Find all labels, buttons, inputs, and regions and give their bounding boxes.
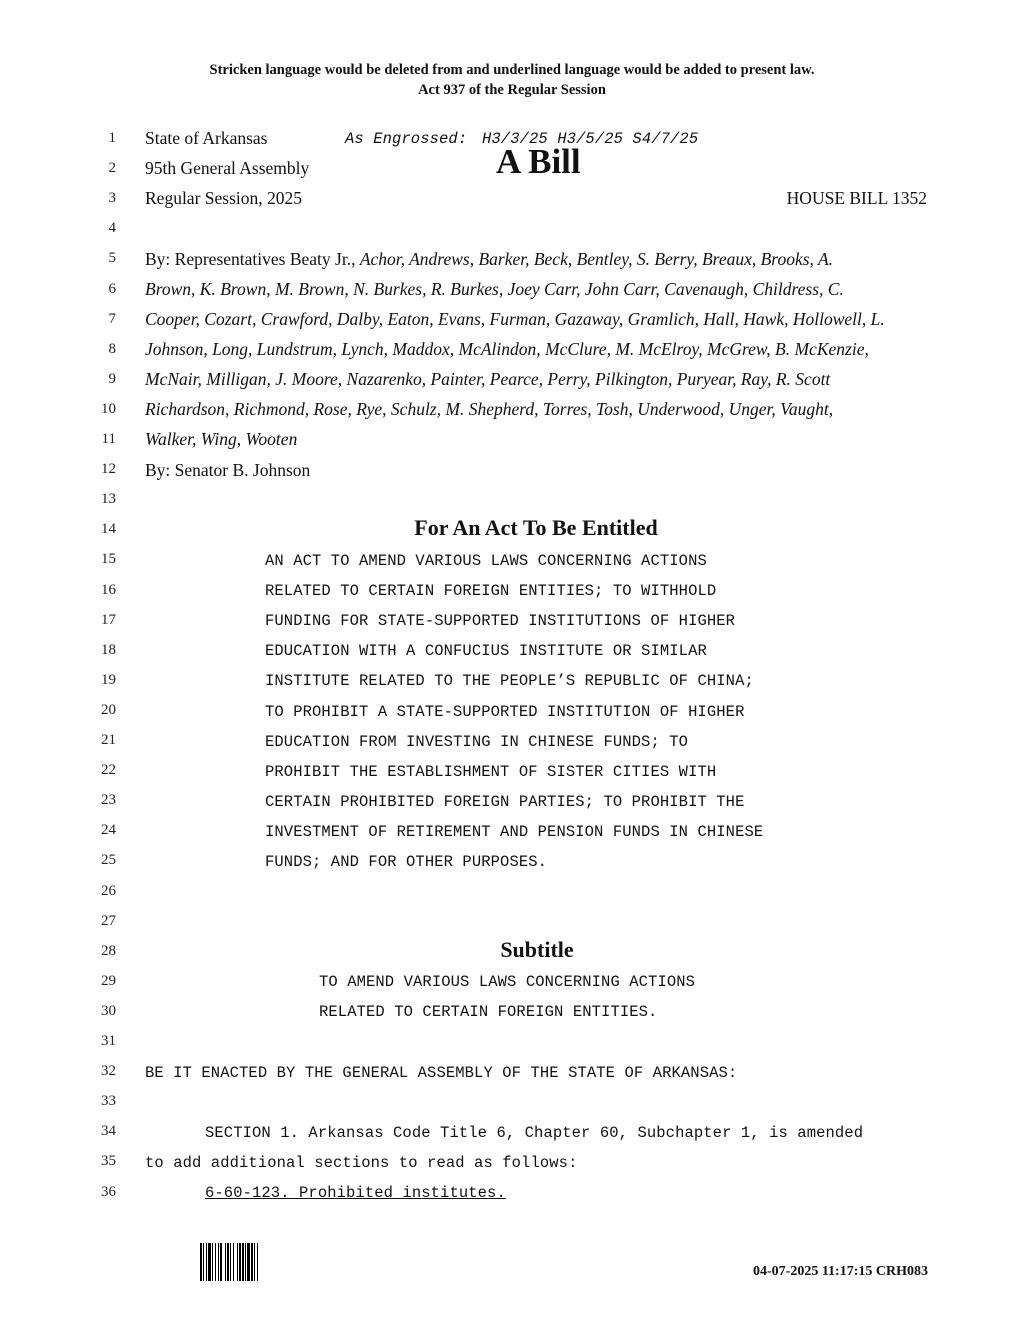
senator-sponsor: By: Senator B. Johnson — [145, 460, 311, 480]
line-number: 31 — [101, 1033, 116, 1049]
line-number: 15 — [101, 551, 116, 568]
subtitle-heading: Subtitle — [500, 937, 574, 962]
line-number: 6 — [108, 280, 116, 297]
line-number: 20 — [101, 701, 116, 718]
sponsors-line-10: Richardson, Richmond, Rose, Rye, Schulz, M. Shepherd, Torres, Tosh, Underwood, Unger, Vaught, — [145, 399, 834, 419]
sponsors-line-6: Brown, K. Brown, M. Brown, N. Burkes, R. Burkes, Joey Carr, John Carr, Cavenaugh, Childress, C. — [145, 279, 844, 299]
sponsors-line-9: McNair, Milligan, J. Moore, Nazarenko, Painter, Pearce, Perry, Pilkington, Puryear, Ray, R. Scott — [145, 369, 831, 389]
act-number: Act 937 of the Regular Session — [418, 82, 606, 98]
cosponsors-list: Achor, Andrews, Barker, Beck, Bentley, S. Berry, Breaux, Brooks, A. — [359, 249, 834, 269]
regular-session: Regular Session, 2025 — [145, 188, 303, 208]
line-number: 5 — [108, 250, 116, 267]
line-number: 28 — [101, 942, 116, 959]
sponsors-line-5 — [145, 249, 833, 270]
act-title-line: CERTAIN PROHIBITED FOREIGN PARTIES; TO PROHIBIT THE — [265, 792, 745, 811]
line-number: 23 — [101, 792, 116, 809]
line-number: 18 — [101, 641, 116, 658]
line-number: 36 — [101, 1183, 116, 1200]
act-title-line: FUNDING FOR STATE-SUPPORTED INSTITUTIONS OF HIGHER — [265, 612, 736, 631]
act-heading: For An Act To Be Entitled — [414, 515, 658, 540]
stricken-language-notice: Stricken language would be deleted from and underlined language would be added to present law. — [209, 62, 815, 78]
line-number: 14 — [101, 521, 116, 538]
sponsors-line-8: Johnson, Long, Lundstrum, Lynch, Maddox, McAlindon, McClure, M. McElroy, McGrew, B. McKenzie, — [145, 339, 869, 359]
line-number: 26 — [101, 882, 116, 899]
state-name: State of Arkansas — [145, 128, 268, 148]
line-number: 12 — [101, 461, 116, 478]
line-number: 13 — [101, 491, 116, 508]
act-title-line: EDUCATION WITH A CONFUCIUS INSTITUTE OR SIMILAR — [265, 642, 707, 661]
general-assembly: 95th General Assembly — [145, 158, 310, 178]
line-number: 30 — [101, 1002, 116, 1019]
line-number: 3 — [108, 190, 116, 207]
line-number: 11 — [101, 431, 116, 447]
subtitle-line: TO AMEND VARIOUS LAWS CONCERNING ACTIONS — [319, 973, 696, 991]
act-title-line: FUNDS; AND FOR OTHER PURPOSES. — [265, 853, 548, 871]
line-number: 9 — [108, 370, 116, 387]
line-number: 24 — [101, 822, 116, 839]
line-number: 22 — [101, 762, 116, 779]
act-title-line: EDUCATION FROM INVESTING IN CHINESE FUNDS; TO — [265, 732, 689, 751]
act-title-line: INVESTMENT OF RETIREMENT AND PENSION FUNDS IN CHINESE — [265, 822, 764, 841]
sponsors-line-7: Cooper, Cozart, Crawford, Dalby, Eaton, Evans, Furman, Gazaway, Gramlich, Hall, Hawk, Hollowell, L. — [145, 309, 885, 329]
line-number: 34 — [101, 1123, 116, 1140]
line-number: 4 — [108, 220, 116, 237]
act-title-line: AN ACT TO AMEND VARIOUS LAWS CONCERNING ACTIONS — [265, 552, 707, 570]
bill-number: HOUSE BILL 1352 — [786, 188, 927, 208]
document-stamp: 04-07-2025 11:17:15 CRH083 — [753, 1264, 928, 1279]
line-number: 29 — [101, 972, 116, 989]
line-number: 1 — [108, 130, 116, 146]
sponsors-line-11: Walker, Wing, Wooten — [145, 429, 298, 449]
line-number: 8 — [108, 340, 116, 357]
enacting-clause: BE IT ENACTED BY THE GENERAL ASSEMBLY OF THE STATE OF ARKANSAS: — [145, 1064, 738, 1082]
line-number: 7 — [108, 310, 116, 327]
line-number: 10 — [101, 400, 116, 417]
line-number: 19 — [101, 671, 116, 688]
act-title-line: TO PROHIBIT A STATE-SUPPORTED INSTITUTION OF HIGHER — [265, 702, 745, 721]
line-number: 2 — [108, 160, 116, 177]
engrossed-label: As Engrossed: — [345, 130, 468, 148]
section-1-line-2: to add additional sections to read as follows: — [145, 1154, 578, 1172]
engrossed-dates: H3/3/25 H3/5/25 S4/7/25 — [482, 130, 699, 148]
section-1-line-1: SECTION 1. Arkansas Code Title 6, Chapter 60, Subchapter 1, is amended — [205, 1124, 864, 1142]
primary-sponsor: By: Representatives Beaty Jr., — [145, 249, 356, 269]
line-number: 25 — [101, 852, 116, 869]
line-number: 17 — [101, 611, 116, 628]
barcode-icon — [200, 1243, 273, 1281]
line-number: 33 — [101, 1093, 116, 1110]
line-number: 32 — [101, 1063, 116, 1080]
section-heading-6-60-123: 6-60-123. Prohibited institutes. — [205, 1184, 506, 1202]
bill-title: A Bill — [496, 142, 581, 181]
act-title-line: RELATED TO CERTAIN FOREIGN ENTITIES; TO WITHHOLD — [265, 582, 717, 601]
line-number: 21 — [101, 732, 116, 748]
act-title-line: INSTITUTE RELATED TO THE PEOPLE’S REPUBLIC OF CHINA; — [265, 672, 754, 691]
line-number: 27 — [101, 912, 116, 929]
act-title-line: PROHIBIT THE ESTABLISHMENT OF SISTER CITIES WITH — [265, 762, 717, 781]
line-number: 16 — [101, 581, 116, 598]
line-number: 35 — [101, 1153, 116, 1170]
subtitle-line: RELATED TO CERTAIN FOREIGN ENTITIES. — [319, 1003, 658, 1022]
